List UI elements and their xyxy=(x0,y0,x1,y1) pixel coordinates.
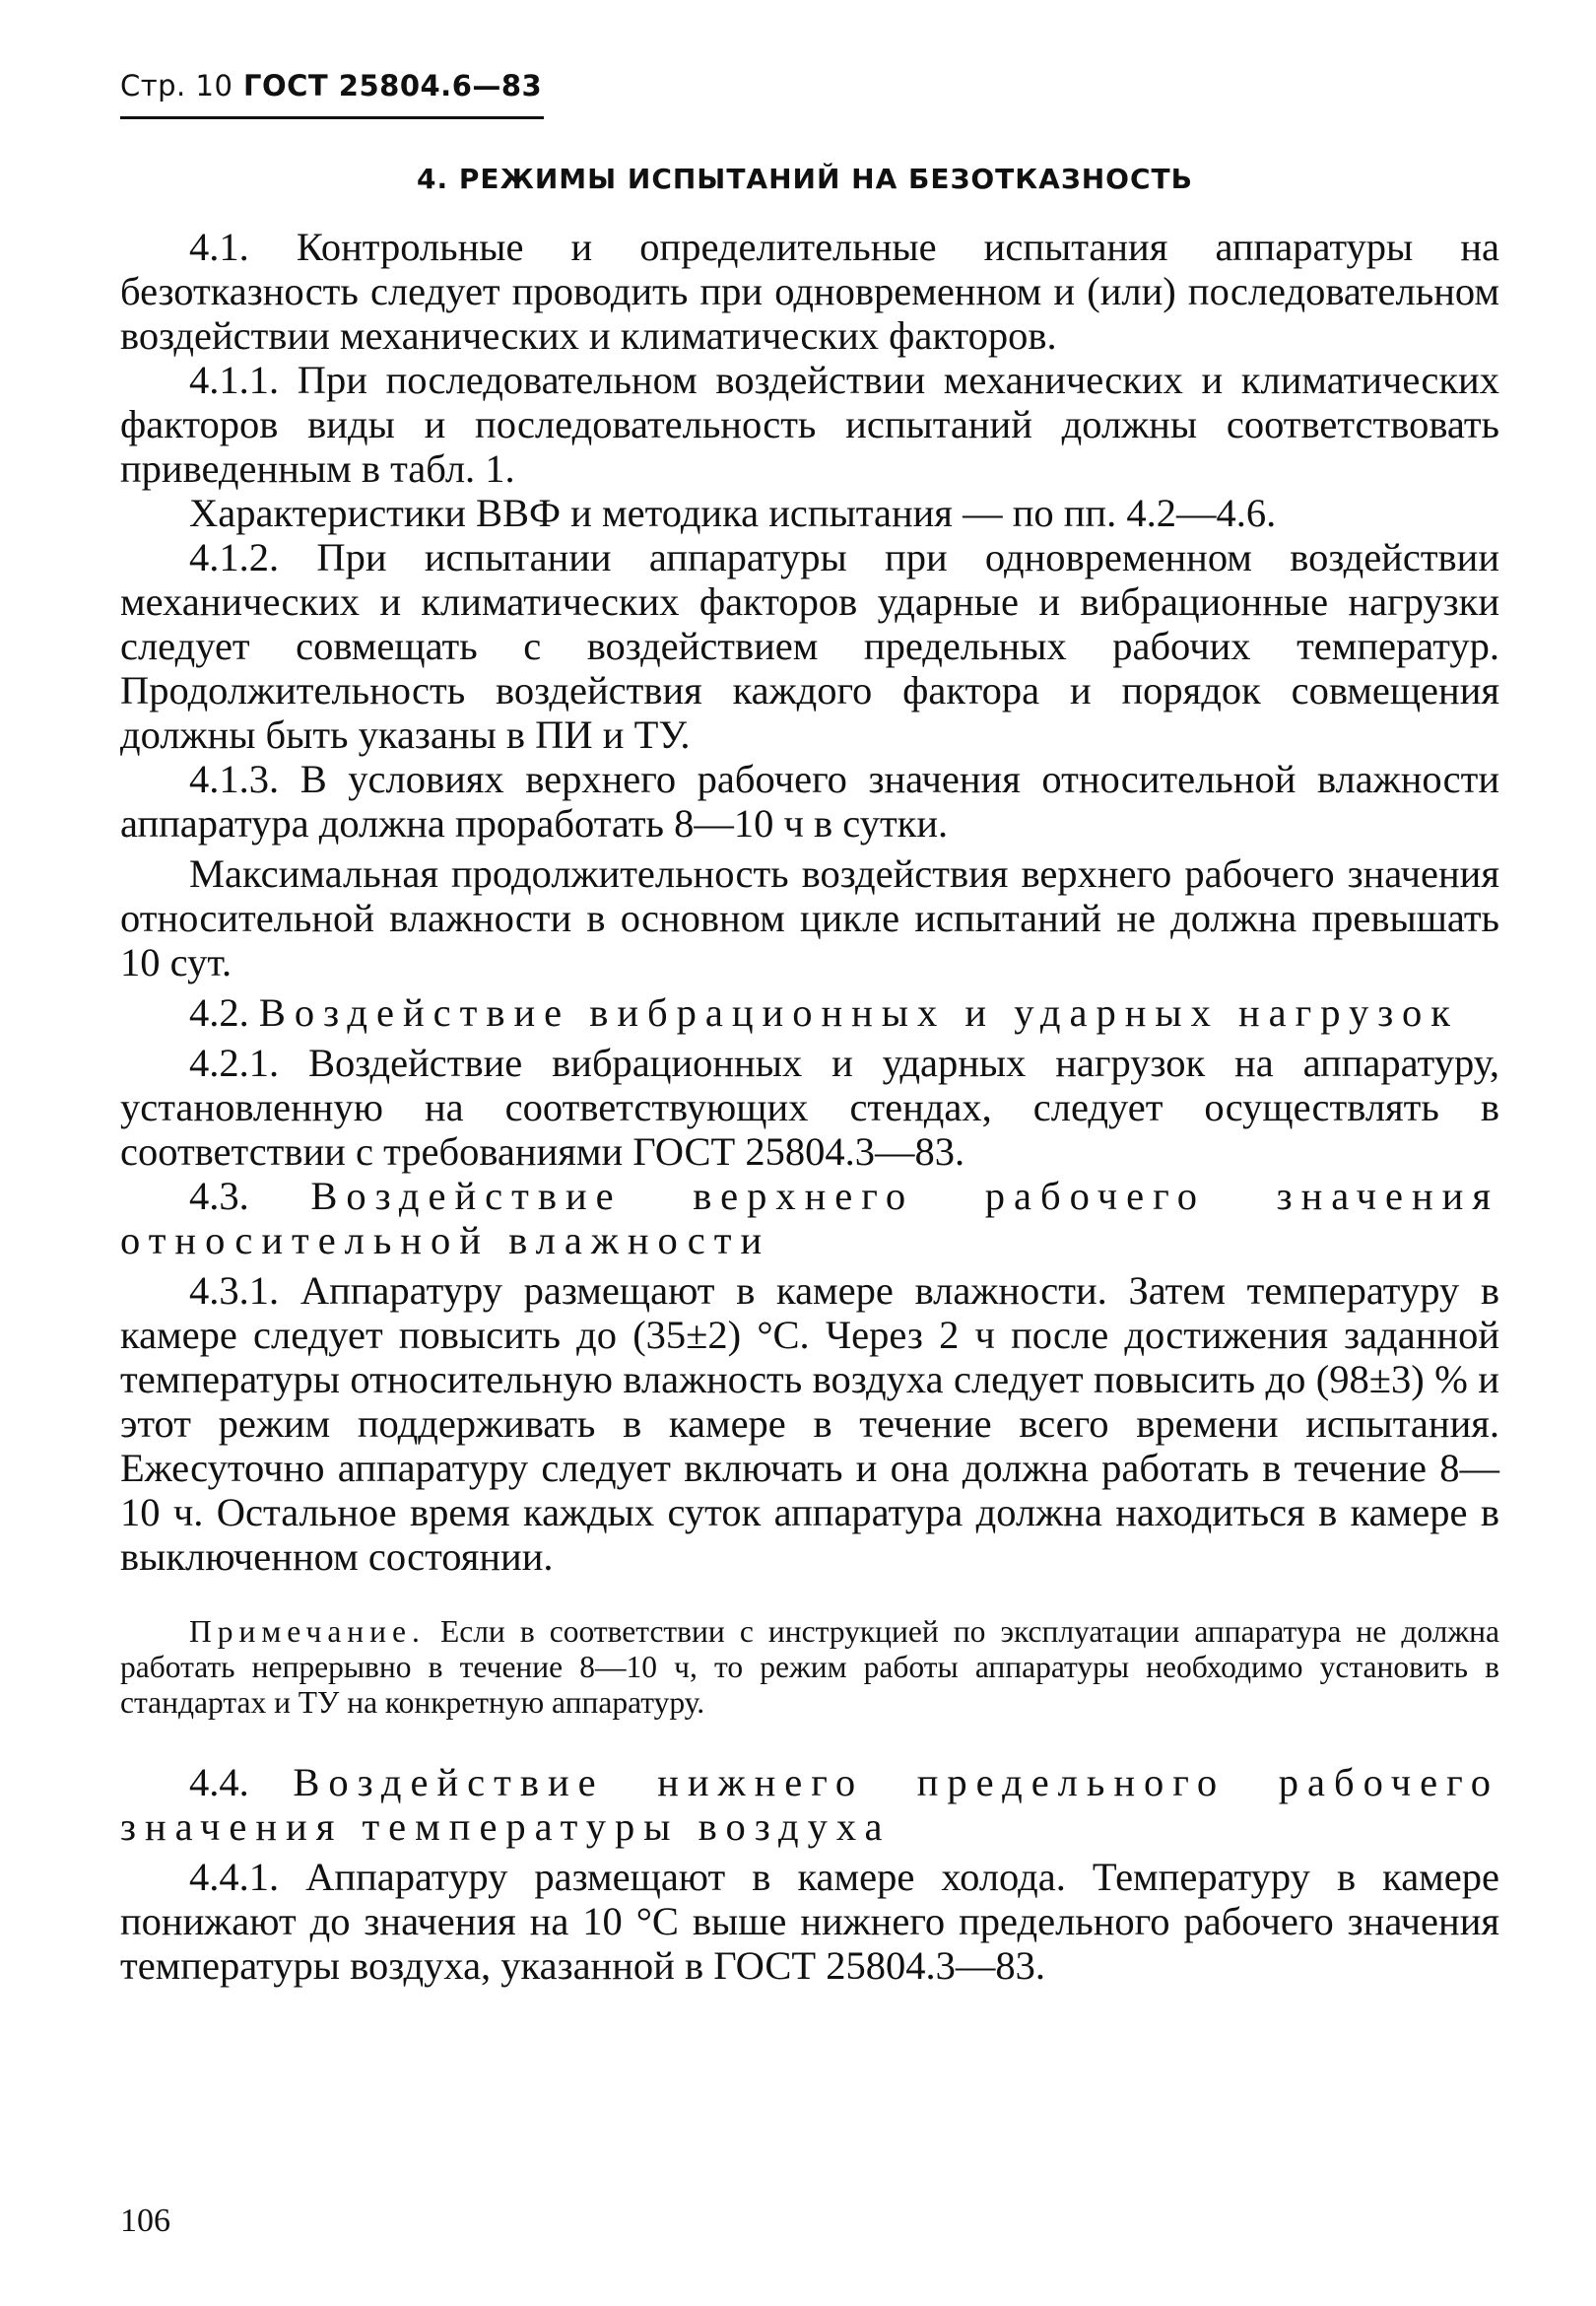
heading-4-3-title: Воздействие верхнего рабочего значения относительной влажности xyxy=(120,1174,1499,1262)
heading-4-2-title: Воздействие вибрационных и ударных нагрузок xyxy=(258,990,1459,1035)
page-number: 106 xyxy=(120,2203,170,2239)
paragraph-4-3-1: 4.3.1. Аппаратуру размещают в камере влажности. Затем температуру в камере следует повысить до (35±2) °С. Через 2 ч после достижения заданной температуры относительную влажность воздуха следует повысить до (98±3) % и этот режим поддерживать в камере в течение всего времени испытания. Ежесуточно аппаратуру следует включать и она должна работать в течение 8—10 ч. Остальное время каждых суток аппаратура должна находиться в камере в выключенном состоянии. xyxy=(120,1268,1499,1579)
paragraph-4-2-1: 4.2.1. Воздействие вибрационных и ударных нагрузок на аппаратуру, установленную на соответствующих стендах, следует осуществлять в соответствии с требованиями ГОСТ 25804.3—83. xyxy=(120,1041,1499,1174)
heading-4-4-title: Воздействие нижнего предельного рабочего значения температуры воздуха xyxy=(120,1760,1500,1849)
heading-4-3 xyxy=(120,1174,1499,1262)
heading-4-2 xyxy=(120,990,1499,1035)
note xyxy=(120,1614,1499,1721)
note-label: Примечание. xyxy=(189,1614,426,1649)
paragraph-4-1-1: 4.1.1. При последовательном воздействии механических и климатических факторов виды и последовательность испытаний должны соответствовать приведенным в табл. 1. xyxy=(120,358,1499,491)
document-body xyxy=(120,225,1499,1988)
paragraph-4-4-1: 4.4.1. Аппаратуру размещают в камере холода. Температуру в камере понижают до значения на 10 °С выше нижнего предельного рабочего значения температуры воздуха, указанной в ГОСТ 25804.3—83. xyxy=(120,1855,1499,1988)
heading-4-2-number: 4.2. xyxy=(189,990,249,1035)
paragraph-4-1: 4.1. Контрольные и определительные испытания аппаратуры на безотказность следует проводить при одновременном и (или) последовательном воздействии механических и климатических факторов. xyxy=(120,225,1499,358)
paragraph-4-1-3: 4.1.3. В условиях верхнего рабочего значения относительной влажности аппаратура должна проработать 8—10 ч в сутки. xyxy=(120,757,1499,846)
paragraph-4-1-1-characteristics: Характеристики ВВФ и методика испытания — по пп. 4.2—4.6. xyxy=(189,491,1277,535)
running-header xyxy=(120,69,544,119)
paragraph-4-1-2: 4.1.2. При испытании аппаратуры при одновременном воздействии механических и климатических факторов ударные и вибрационные нагрузки следует совмещать с воздействием предельных рабочих температур. Продолжительность воздействия каждого фактора и порядок совмещения должны быть указаны в ПИ и ТУ. xyxy=(120,535,1499,757)
standard-code: ГОСТ 25804.6—83 xyxy=(243,69,543,102)
page-label: Стр. 10 xyxy=(120,69,233,102)
heading-4-3-number: 4.3. xyxy=(189,1174,249,1218)
heading-4-4-number: 4.4. xyxy=(189,1760,249,1804)
note-text: Если в соответствии с инструкцией по эксплуатации аппаратура не должна работать непрерывно в течение 8—10 ч, то режим работы аппаратуры необходимо установить в стандартах и ТУ на конкретную аппаратуру. xyxy=(120,1614,1500,1720)
heading-4-4 xyxy=(120,1760,1499,1849)
section-title: 4. РЕЖИМЫ ИСПЫТАНИЙ НА БЕЗОТКАЗНОСТЬ xyxy=(417,163,1193,195)
paragraph-4-1-3-max-duration: Максимальная продолжительность воздействия верхнего рабочего значения относительной влажности в основном цикле испытаний не должна превышать 10 сут. xyxy=(120,851,1499,984)
